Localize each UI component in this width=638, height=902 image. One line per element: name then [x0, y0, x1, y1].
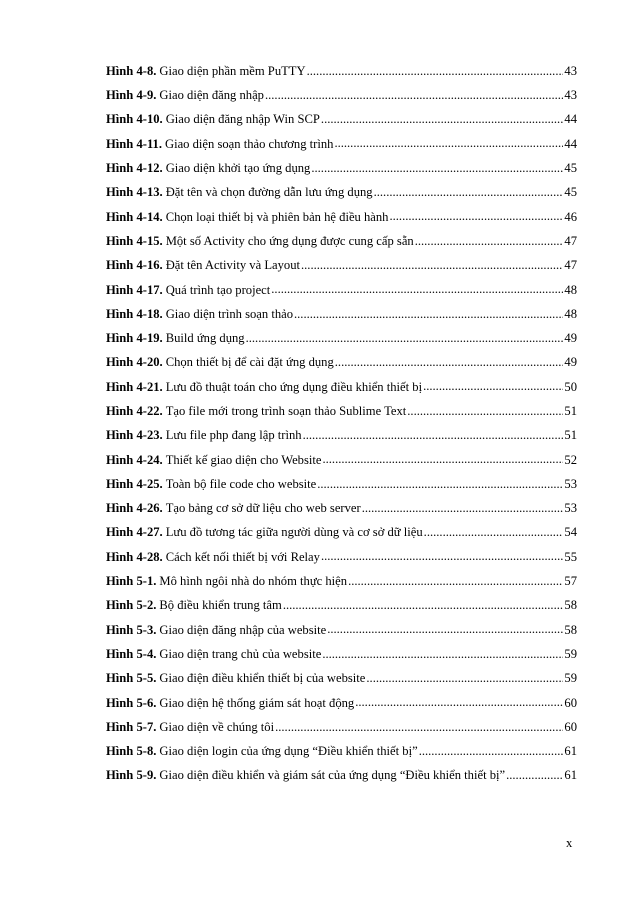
- figure-title: Đặt tên Activity và Layout: [165, 258, 300, 273]
- dot-leader: [311, 162, 563, 174]
- dot-leader: [294, 308, 563, 320]
- figure-label: Hình 5-4.: [106, 646, 157, 661]
- toc-entry[interactable]: [106, 399, 577, 423]
- figure-title: Đặt tên và chọn đường dẫn lưu ứng dụng: [165, 185, 373, 200]
- figure-page-number: 51: [564, 404, 577, 418]
- toc-entry[interactable]: [106, 326, 577, 350]
- figure-title: Lưu đồ tương tác giữa người dùng và cơ sở dữ liệu: [165, 525, 423, 540]
- dot-leader: [334, 138, 563, 150]
- figure-page-number: 48: [564, 306, 577, 321]
- figure-page-number: 47: [564, 233, 577, 248]
- dot-leader: [424, 527, 564, 539]
- dot-leader: [321, 551, 563, 563]
- figure-label: Hình 4-17.: [106, 282, 163, 297]
- figure-title: Mô hình ngôi nhà do nhóm thực hiện: [159, 574, 348, 589]
- figure-title: Quá trình tạo project: [165, 282, 271, 297]
- figure-label: Hình 4-16.: [106, 258, 163, 273]
- toc-entry[interactable]: [106, 132, 577, 156]
- dot-leader: [374, 187, 564, 199]
- figure-label: Hình 4-11.: [106, 136, 162, 151]
- figure-page-number: 54: [564, 525, 577, 540]
- figure-page-number: 53: [564, 501, 577, 516]
- figure-page-number: 43: [564, 88, 577, 103]
- figure-page-number: 49: [564, 355, 577, 370]
- dot-leader: [362, 502, 564, 514]
- figure-title: Cách kết nối thiết bị với Relay: [165, 549, 320, 564]
- figure-page-number: 53: [564, 476, 577, 491]
- dot-leader: [355, 697, 563, 709]
- figure-page-number: 58: [564, 598, 577, 613]
- dot-leader: [327, 624, 563, 636]
- figure-label: Hình 4-28.: [106, 549, 163, 564]
- toc-entry[interactable]: [106, 205, 577, 229]
- toc-entry[interactable]: [106, 496, 577, 520]
- figure-page-number: 48: [564, 282, 577, 297]
- figure-title: Chọn loại thiết bị và phiên bản hệ điều hành: [165, 209, 389, 224]
- toc-entry[interactable]: [106, 375, 577, 399]
- toc-entry[interactable]: [106, 448, 577, 472]
- figure-label: Hình 4-25.: [106, 476, 163, 491]
- figure-page-number: 59: [564, 671, 577, 686]
- figure-page-number: 52: [564, 452, 577, 467]
- figure-label: Hình 5-7.: [106, 719, 157, 734]
- dot-leader: [335, 357, 564, 369]
- figure-page-number: 58: [564, 622, 577, 637]
- toc-entry[interactable]: [106, 569, 577, 593]
- figure-label: Hình 4-20.: [106, 355, 163, 370]
- figure-title: Giao diện về chúng tôi: [159, 719, 275, 734]
- figure-label: Hình 5-9.: [106, 768, 157, 783]
- toc-entry[interactable]: [106, 423, 577, 447]
- figure-title: Bộ điều khiển trung tâm: [159, 598, 282, 613]
- dot-leader: [317, 478, 563, 490]
- figure-page-number: 60: [564, 695, 577, 710]
- figure-label: Hình 5-3.: [106, 622, 157, 637]
- figure-page-number: 44: [564, 112, 577, 127]
- dot-leader: [423, 381, 563, 393]
- dot-leader: [321, 114, 563, 126]
- figure-page-number: 45: [564, 161, 577, 176]
- figure-page-number: 44: [564, 136, 577, 151]
- figure-page-number: 55: [564, 549, 577, 564]
- figure-page-number: 50: [564, 379, 577, 394]
- figure-page-number: 61: [564, 768, 577, 783]
- figure-title: Tạo file mới trong trình soạn thảo Sublime Text: [165, 404, 407, 418]
- figure-page-number: 51: [564, 428, 577, 443]
- figure-page-number: 59: [564, 646, 577, 661]
- dot-leader: [322, 454, 563, 466]
- toc-entry[interactable]: [106, 472, 577, 496]
- toc-entry[interactable]: [106, 642, 577, 666]
- figure-title: Tạo bảng cơ sở dữ liệu cho web server: [165, 501, 361, 516]
- figure-page-number: 60: [564, 719, 577, 734]
- figure-title: Giao diện khởi tạo ứng dụng: [165, 161, 311, 176]
- page-number: x: [566, 836, 573, 850]
- figure-title: Giao diện điều khiển và giám sát của ứng dụng “Điều khiển thiết bị”: [159, 768, 506, 783]
- toc-entry[interactable]: [106, 666, 577, 690]
- toc-entry[interactable]: [106, 521, 577, 545]
- dot-leader: [275, 721, 563, 733]
- figure-label: Hình 4-22.: [106, 404, 163, 418]
- dot-leader: [366, 673, 563, 685]
- dot-leader: [283, 600, 564, 612]
- figure-title: Giao diện trình soạn thảo: [165, 306, 293, 321]
- figure-label: Hình 5-6.: [106, 695, 157, 710]
- dot-leader: [307, 65, 564, 77]
- figure-label: Hình 4-12.: [106, 161, 163, 176]
- figure-title: Giao điện điều khiển thiết bị của website: [159, 671, 366, 686]
- dot-leader: [322, 648, 563, 660]
- dot-leader: [348, 575, 563, 587]
- toc-entry[interactable]: [106, 618, 577, 642]
- dot-leader: [389, 211, 563, 223]
- figure-label: Hình 4-13.: [106, 185, 163, 200]
- figure-page-number: 43: [564, 63, 577, 78]
- toc-entry[interactable]: [106, 764, 577, 788]
- toc-entry[interactable]: [106, 691, 577, 715]
- figure-label: Hình 5-5.: [106, 671, 157, 686]
- figure-title: Giao diện đăng nhập của website: [159, 622, 327, 637]
- dot-leader: [303, 430, 564, 442]
- dot-leader: [419, 745, 564, 757]
- figure-title: Toàn bộ file code cho website: [165, 476, 317, 491]
- figure-label: Hình 4-27.: [106, 525, 163, 540]
- toc-entry[interactable]: [106, 253, 577, 277]
- figure-label: Hình 4-10.: [106, 112, 163, 127]
- toc-entry[interactable]: [106, 278, 577, 302]
- figure-page-number: 49: [564, 331, 577, 346]
- figure-label: Hình 4-18.: [106, 306, 163, 321]
- figure-label: Hình 4-19.: [106, 331, 163, 346]
- toc-entry[interactable]: [106, 739, 577, 763]
- figure-label: Hình 5-2.: [106, 598, 157, 613]
- figure-page-number: 57: [564, 574, 577, 589]
- toc-entry[interactable]: [106, 83, 577, 107]
- figure-label: Hình 4-26.: [106, 501, 163, 516]
- toc-entry[interactable]: [106, 351, 577, 375]
- figure-title: Giao diện phần mềm PuTTY: [159, 63, 306, 78]
- figure-title: Lưu đồ thuật toán cho ứng dụng điều khiển thiết bị: [165, 379, 423, 394]
- toc-entry[interactable]: [106, 715, 577, 739]
- dot-leader: [407, 405, 563, 417]
- figure-label: Hình 4-24.: [106, 452, 163, 467]
- toc-entry[interactable]: [106, 108, 577, 132]
- figure-title: Build ứng dụng: [165, 331, 245, 346]
- toc-entry[interactable]: [106, 229, 577, 253]
- figure-title: Giao diện trang chủ của website: [159, 646, 322, 661]
- dot-leader: [506, 770, 563, 782]
- toc-entry[interactable]: [106, 545, 577, 569]
- figure-title: Giao diện hệ thống giám sát hoạt động: [159, 695, 355, 710]
- dot-leader: [246, 332, 564, 344]
- figure-title: Thiết kế giao diện cho Website: [165, 452, 322, 467]
- figure-label: Hình 4-21.: [106, 379, 163, 394]
- toc-entry[interactable]: [106, 302, 577, 326]
- figure-page-number: 47: [564, 258, 577, 273]
- figure-title: Giao diện login của ứng dụng “Điều khiển thiết bị”: [159, 744, 418, 759]
- figure-label: Hình 4-14.: [106, 209, 163, 224]
- dot-leader: [265, 89, 563, 101]
- dot-leader: [301, 260, 563, 272]
- figure-title: Giao diện đăng nhập Win SCP: [165, 112, 320, 127]
- figure-title: Giao diện đăng nhập: [159, 88, 264, 103]
- dot-leader: [415, 235, 564, 247]
- figure-title: Giao diện soạn thảo chương trình: [165, 136, 334, 151]
- figure-label: Hình 4-8.: [106, 63, 157, 78]
- figure-label: Hình 5-8.: [106, 744, 157, 759]
- figure-page-number: 61: [564, 744, 577, 759]
- figure-title: Chọn thiết bị để cài đặt ứng dụng: [165, 355, 334, 370]
- figure-label: Hình 5-1.: [106, 574, 157, 589]
- dot-leader: [271, 284, 563, 296]
- figure-title: Lưu file php đang lập trình: [165, 428, 302, 443]
- toc-entry[interactable]: [106, 180, 577, 204]
- figure-page-number: 45: [564, 185, 577, 200]
- figure-label: Hình 4-23.: [106, 428, 163, 443]
- figure-title: Một số Activity cho ứng dụng được cung cấp sẵn: [165, 233, 414, 248]
- list-of-figures: [106, 59, 577, 788]
- figure-label: Hình 4-9.: [106, 88, 157, 103]
- toc-entry[interactable]: [106, 59, 577, 83]
- figure-label: Hình 4-15.: [106, 233, 163, 248]
- figure-page-number: 46: [564, 209, 577, 224]
- toc-entry[interactable]: [106, 156, 577, 180]
- toc-entry[interactable]: [106, 594, 577, 618]
